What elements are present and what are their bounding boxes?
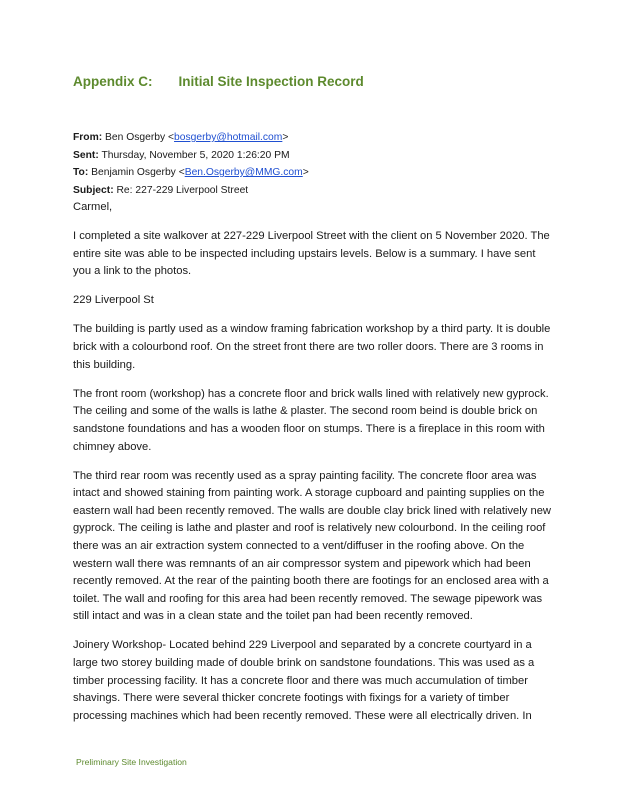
- appendix-title: Initial Site Inspection Record: [178, 74, 364, 89]
- email-to-row: [73, 164, 563, 182]
- email-body: [73, 199, 551, 737]
- to-email-link[interactable]: Ben.Osgerby@MMG.com: [184, 167, 303, 179]
- paragraph-joinery: Joinery Workshop- Located behind 229 Liverpool and separated by a concrete courtyard in a large two storey building made of double brink on sandstone foundations. This was used as a timber processing facility. It has a concrete floor and there was much accumulation of timber shavings. There were several thicker concrete footings with fixings for a variety of timber processing machines which had been recently removed. These were all electrically driven. In: [73, 639, 535, 722]
- section-heading-229: 229 Liverpool St: [73, 294, 154, 307]
- subject-value: Re: 227-229 Liverpool Street: [116, 184, 249, 196]
- sent-value: Thursday, November 5, 2020 1:26:20 PM: [101, 149, 290, 161]
- email-header: [73, 129, 563, 199]
- page-footer: Preliminary Site Investigation: [76, 757, 187, 767]
- email-sent-row: [73, 147, 563, 165]
- appendix-label: Appendix C:: [73, 74, 153, 89]
- from-close: >: [282, 132, 289, 143]
- greeting: Carmel,: [73, 201, 113, 213]
- sent-label: Sent:: [73, 149, 99, 161]
- paragraph-building: The building is partly used as a window framing fabrication workshop by a third party. It is double brick with a colourbond roof. On the street front there are two roller doors. There are 3 rooms in this building.: [73, 323, 551, 371]
- paragraph-intro: I completed a site walkover at 227-229 Liverpool Street with the client on 5 November 2020. The entire site was able to be inspected including upstairs levels. Below is a summary. I have sent you a link to the photos.: [73, 230, 550, 278]
- to-name: Benjamin Osgerby <: [91, 167, 185, 179]
- email-from-row: [73, 129, 563, 147]
- paragraph-third-room: The third rear room was recently used as a spray painting facility. The concrete floor area was intact and showed staining from painting work. A storage cupboard and painting supplies on the eastern wall had been recently removed. The walls are double clay brick lined with relatively new gyprock. The ceiling is lathe and plaster and roof is relatively new colourbond. In the ceiling roof there was an air extraction system connected to a vent/diffuser in the roofing above. On the western wall there was remnants of an air compressor system and pipework which had been recently removed. At the rear of the painting booth there are footings for an enclosed area with a toilet. The wall and roofing for this area had been recently removed. The sewage pipework was still intact and was in a clean state and the toilet pan had been recently removed.: [73, 469, 551, 623]
- appendix-heading: [73, 74, 364, 89]
- subject-label: Subject:: [73, 184, 114, 196]
- to-close: >: [302, 167, 309, 179]
- from-email-link[interactable]: bosgerby@hotmail.com: [174, 132, 283, 143]
- paragraph-front-room: The front room (workshop) has a concrete floor and brick walls lined with relatively new gyprock. The ceiling and some of the walls is lathe & plaster. The second room beind is double brick on sandstone foundations and has a wooden floor on stumps. There is a fireplace in this room with chimney above.: [73, 387, 549, 453]
- from-label: From:: [73, 132, 103, 143]
- email-subject-row: [73, 182, 563, 200]
- to-label: To:: [73, 167, 89, 179]
- from-name: Ben Osgerby <: [105, 132, 175, 143]
